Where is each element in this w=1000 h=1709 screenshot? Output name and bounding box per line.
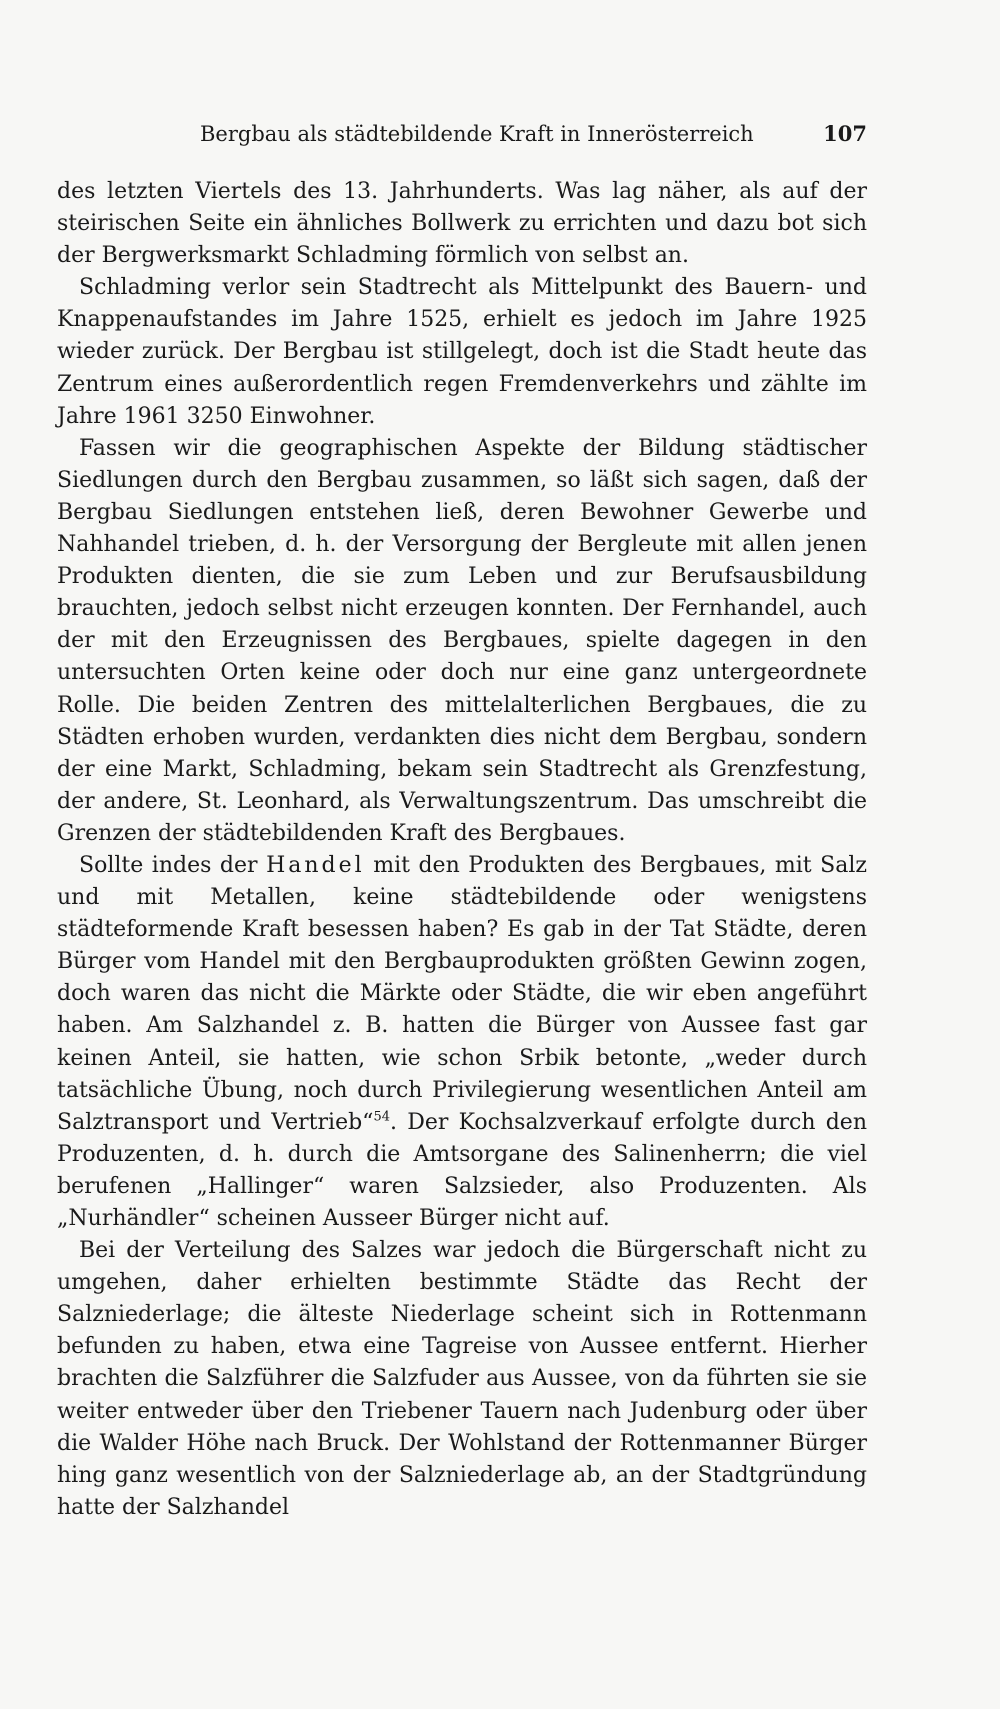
body-text — [57, 176, 867, 1524]
paragraph-4-part-1: Sollte indes der — [79, 852, 267, 878]
paragraph-2: Schladming verlor sein Stadtrecht als Mittelpunkt des Bauern- und Knappenaufstandes im Jahre 1525, erhielt es jedoch im Jahre 1925 wieder zurück. Der Bergbau ist stillgelegt, doch ist die Stadt heute das Zentrum eines außerordentlich regen Fremdenverkehrs und zählte im Jahre 1961 3250 Einwohner. — [57, 275, 867, 429]
paragraph-5: Bei der Verteilung des Salzes war jedoch die Bürgerschaft nicht zu umgehen, daher erhielten bestimmte Städte das Recht der Salzniederlage; die älteste Niederlage scheint sich in Rottenmann befunden zu haben, etwa eine Tagreise von Aussee entfernt. Hierher brachten die Salzführer die Salzfuder aus Aussee, von da führten sie sie weiter entweder über den Triebener Tauern nach Judenburg oder über die Walder Höhe nach Bruck. Der Wohlstand der Rottenmanner Bürger hing ganz wesentlich von der Salzniederlage ab, an der Stadtgründung hatte der Salzhandel — [57, 1238, 867, 1520]
book-page — [57, 0, 867, 1709]
running-title: Bergbau als städtebildende Kraft in Innerösterreich — [200, 122, 754, 146]
paragraph-1: des letzten Viertels des 13. Jahrhunderts. Was lag näher, als auf der steirischen Seite ein ähnliches Bollwerk zu errichten und dazu bot sich der Bergwerksmarkt Schladming förmlich von selbst an. — [57, 179, 867, 269]
paragraph-4-part-2: mit den Produkten des Bergbaues, mit Salz und mit Metallen, keine städtebildende oder wenigstens städteformende Kraft besessen haben? Es gab in der Tat Städte, deren Bürger vom Handel mit den Bergbauprodukten größten Gewinn zogen, doch waren das nicht die Märkte oder Städte, die wir eben angeführt haben. Am Salzhandel z. B. hatten die Bürger von Aussee fast gar keinen Anteil, sie hatten, wie schon Srbik betonte, „weder durch tatsächliche Übung, noch durch Privilegierung wesentlichen Anteil am Salztransport und Vertrieb“ — [57, 852, 867, 1135]
running-head — [57, 118, 867, 150]
paragraph-3: Fassen wir die geographischen Aspekte der Bildung städtischer Siedlungen durch den Bergbau zusammen, so läßt sich sagen, daß der Bergbau Siedlungen entstehen ließ, deren Bewohner Gewerbe und Nahhandel trieben, d. h. der Versorgung der Bergleute mit allen jenen Produkten dienten, die sie zum Leben und zur Berufsausbildung brauchten, jedoch selbst nicht erzeugen konnten. Der Fernhandel, auch der mit den Erzeugnissen des Bergbaues, spielte dagegen in den untersuchten Orten keine oder doch nur eine ganz untergeordnete Rolle. Die beiden Zentren des mittelalterlichen Bergbaues, die zu Städten erhoben wurden, verdankten dies nicht dem Bergbau, sondern der eine Markt, Schladming, bekam sein Stadtrecht als Grenzfestung, der andere, St. Leonhard, als Verwaltungszentrum. Das umschreibt die Grenzen der städtebildenden Kraft des Bergbaues. — [57, 435, 867, 846]
page-number: 107 — [823, 121, 867, 146]
emphasized-word: Handel — [266, 852, 365, 878]
footnote-marker[interactable]: 54 — [373, 1109, 390, 1125]
paragraph-4 — [57, 850, 867, 1235]
paragraph-4-part-3: . Der Kochsalzverkauf erfolgte durch den Produzenten, d. h. durch die Amtsorgane des Salinenherrn; die viel berufenen „Hallinger“ waren Salzsieder, also Produzenten. Als „Nurhändler“ scheinen Ausseer Bürger nicht auf. — [57, 1109, 867, 1231]
